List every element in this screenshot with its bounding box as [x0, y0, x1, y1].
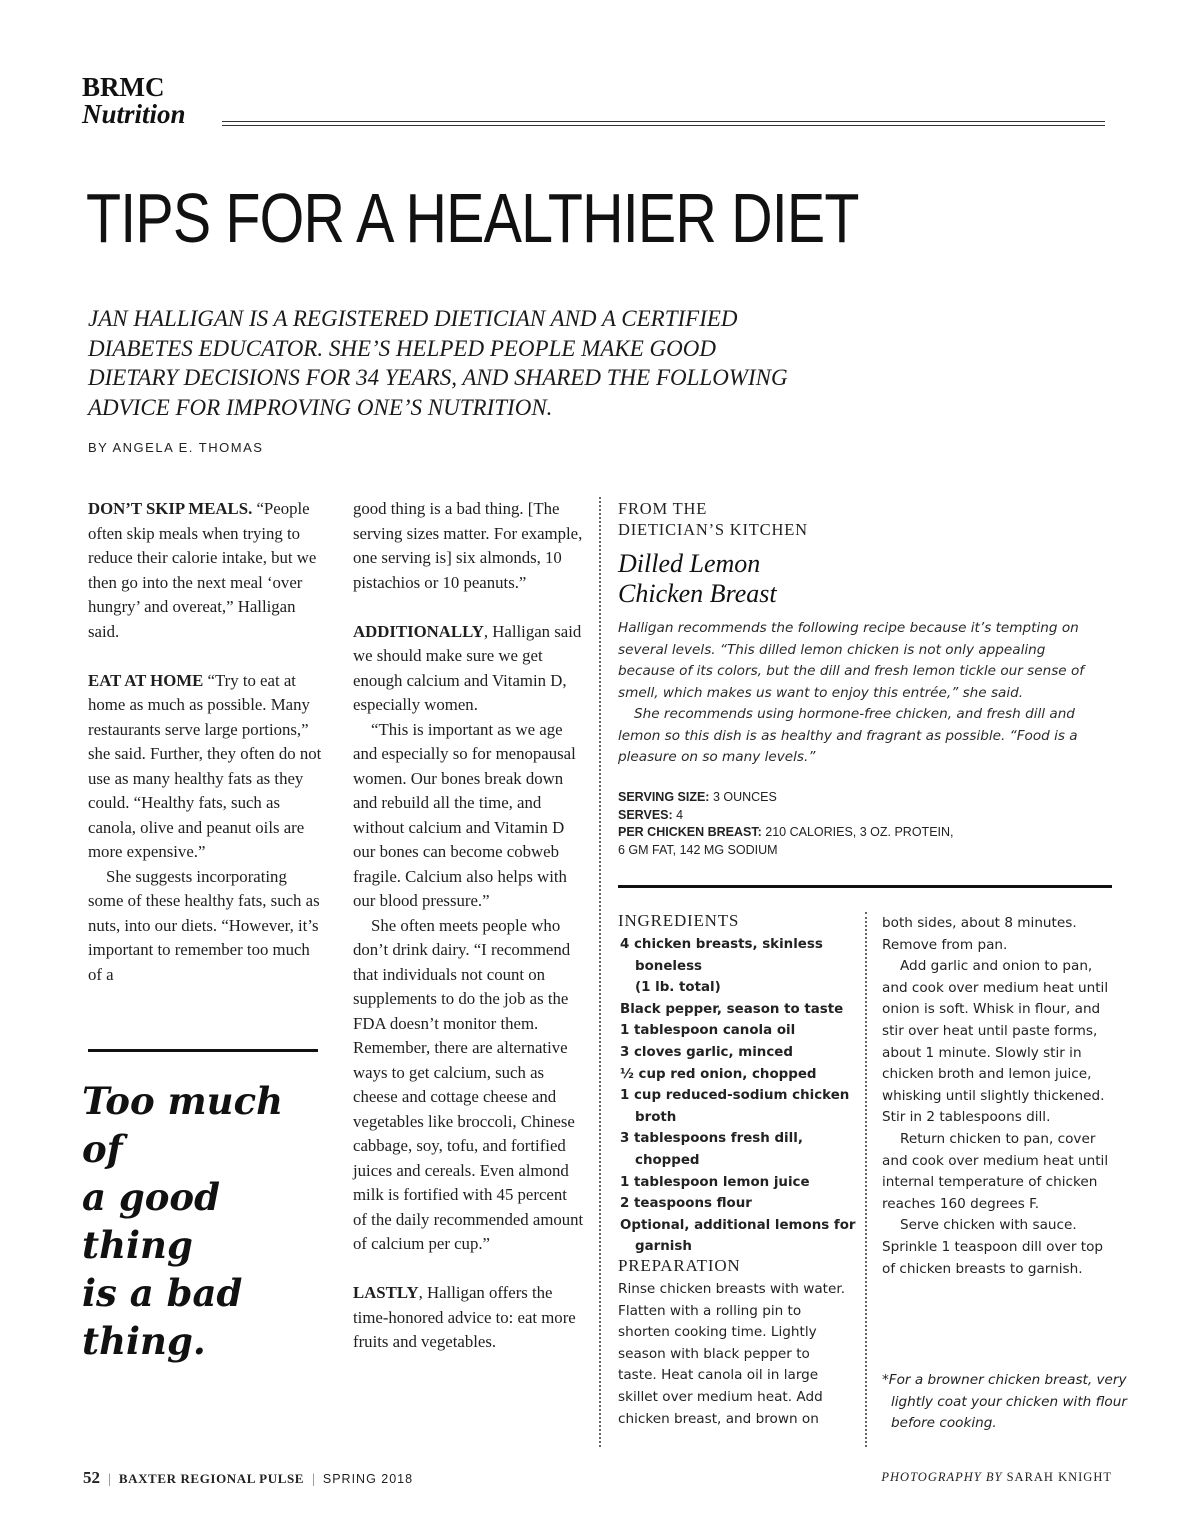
kicker-line: DIETICIAN’S KITCHEN: [618, 520, 808, 539]
page-number: 52: [83, 1468, 100, 1487]
body-column-1: [88, 497, 324, 987]
ingredient-item: 3 tablespoons fresh dill, chopped: [620, 1131, 803, 1168]
fact-row: 6 GM FAT, 142 MG SODIUM: [618, 842, 778, 857]
recipe-title-line: Chicken Breast: [618, 579, 777, 608]
nutrition-facts: [618, 789, 1098, 859]
column-divider: [865, 912, 867, 1447]
paragraph: She often meets people who don’t drink dairy. “I recommend that individuals not count on supplements to do the job as the FDA doesn’t monitor them. Remember, there are alternative ways to get calcium, such as cheese and cottage cheese and vegetables like broccoli, Chinese cabbage, soy, tofu, and fortified juices and cereals. Even almond milk is fortified with 45 percent of the daily recommended amount of calcium per cup.”: [353, 915, 584, 1253]
paragraph: good thing is a bad thing. [The serving sizes matter. For example, one serving is] six almonds, 10 pistachios or 10 peanuts.”: [353, 499, 583, 592]
section-label: BRMC: [82, 72, 165, 102]
pull-quote-line: is a bad: [82, 1271, 243, 1315]
fact-label: SERVES:: [618, 807, 673, 822]
ingredient-item: 3 cloves garlic, minced: [620, 1044, 793, 1060]
preparation-text: Rinse chicken breasts with water. Flatten with a rolling pin to shorten cooking time. Lightly season with black pepper to taste. Heat canola oil in large skillet over medium heat. Add chicken breast, and brown on: [618, 1281, 846, 1427]
ingredients-heading: INGREDIENTS: [618, 911, 740, 930]
preparation-text: Serve chicken with sauce. Sprinkle 1 teaspoon dill over top of chicken breasts to garnish.: [882, 1217, 1104, 1277]
ingredient-item: 1 tablespoon canola oil: [620, 1023, 796, 1039]
deck-line: ADVICE FOR IMPROVING ONE’S NUTRITION.: [88, 394, 553, 420]
fact-value: 210 CALORIES, 3 OZ. PROTEIN,: [765, 825, 954, 839]
fact-label: SERVING SIZE:: [618, 790, 710, 804]
ingredient-item: 2 teaspoons flour: [620, 1196, 752, 1212]
pull-quote-line: thing.: [82, 1319, 206, 1363]
credit-label: PHOTOGRAPHY BY: [881, 1470, 1003, 1484]
body-column-2: [353, 497, 585, 1355]
paragraph-text: “People often skip meals when trying to reduce their calorie intake, but we then go into the next meal ‘over hungry’ and overeat,” Halligan said.: [88, 499, 317, 641]
footer-separator: |: [312, 1472, 315, 1487]
ingredient-item: 4 chicken breasts, skinless boneless: [620, 937, 823, 974]
issue-label: SPRING 2018: [322, 1472, 414, 1486]
recipe-intro: [618, 618, 1096, 769]
fact-row: [618, 824, 1098, 842]
recipe-title-line: Dilled Lemon: [618, 549, 761, 578]
recipe-title: [618, 549, 777, 609]
preparation-text: Return chicken to pan, cover and cook over medium heat until internal temperature of chicken reaches 160 degrees F.: [882, 1130, 1109, 1212]
page-footer: [83, 1468, 413, 1488]
ingredient-item: ½ cup red onion, chopped: [620, 1066, 817, 1082]
paragraph-text: , Halligan offers the time-honored advice to: eat more fruits and vegetables.: [353, 1283, 576, 1351]
footer-separator: |: [108, 1472, 111, 1487]
deck-line: DIABETES EDUCATOR. SHE’S HELPED PEOPLE MAKE GOOD: [88, 335, 716, 361]
deck-line: DIETARY DECISIONS FOR 34 YEARS, AND SHARED THE FOLLOWING: [88, 365, 788, 390]
paragraph: [353, 620, 585, 718]
paragraph-text: “Try to eat at home as much as possible. Many restaurants serve large portions,” she said. Further, they often do not use as many healthy fats as they could. “Healthy fats, such as canola, olive and peanut oils are more expensive.”: [88, 670, 322, 861]
pull-quote: [82, 1077, 332, 1365]
paragraph: “This is important as we age and especially so for menopausal women. Our bones break down and rebuild all the time, and without calcium and Vitamin D our bones can become cobweb fragile. Calcium also helps with our blood pressure.”: [353, 719, 576, 910]
ingredient-item: (1 lb. total): [635, 980, 721, 996]
intro-paragraph: She recommends using hormone-free chicken, and fresh dill and lemon so this dish is as healthy and fragrant as possible. “Food is a pleasure on so many levels.”: [618, 706, 1078, 765]
paragraph: [88, 669, 324, 865]
byline: BY ANGELA E. THOMAS: [88, 440, 264, 455]
credit-name: SARAH KNIGHT: [1006, 1470, 1112, 1484]
preparation-heading: PREPARATION: [618, 1256, 741, 1275]
section-sublabel: Nutrition: [82, 99, 186, 129]
kicker-line: FROM THE: [618, 499, 708, 518]
lead-in: DON’T SKIP MEALS.: [88, 499, 253, 518]
header-rule: [222, 121, 1105, 126]
ingredient-item: 1 cup reduced-sodium chicken broth: [620, 1088, 850, 1125]
ingredient-item: Black pepper, season to taste: [620, 1001, 844, 1017]
preparation-text: Add garlic and onion to pan, and cook over medium heat until onion is soft. Whisk in flour, and stir over heat until paste forms, about 1 minute. Slowly stir in chicken broth and lemon juice, whisking until slightly thickened. Stir in 2 tablespoons dill.: [882, 958, 1109, 1126]
lead-in: LASTLY: [353, 1283, 419, 1302]
recipe-rule: [618, 885, 1112, 888]
preparation-step: [618, 1279, 848, 1430]
paragraph: She suggests incorporating some of these healthy fats, such as nuts, into our diets. “However, it’s important to remember too much of a: [88, 866, 320, 984]
preparation-text: both sides, about 8 minutes. Remove from pan.: [882, 915, 1077, 953]
fact-row: [618, 807, 1098, 825]
paragraph-text: , Halligan said we should make sure we get enough calcium and Vitamin D, especially women.: [353, 621, 582, 714]
pull-quote-rule: [88, 1049, 318, 1052]
pull-quote-line: a good thing: [82, 1175, 220, 1267]
fact-row: [618, 789, 1098, 807]
paragraph: [353, 1281, 585, 1355]
ingredient-item: Optional, additional lemons for garnish: [620, 1217, 856, 1255]
intro-paragraph: Halligan recommends the following recipe because it’s tempting on several levels. “This dilled lemon chicken is not only appealing because of its colors, but the dill and fresh lemon tickle our sense of smell, which makes us want to enjoy this entrée,” she said.: [618, 620, 1085, 701]
pull-quote-line: Too much of: [82, 1079, 284, 1171]
paragraph: [88, 497, 324, 644]
ingredients-list: [620, 934, 860, 1258]
deck-line: JAN HALLIGAN IS A REGISTERED DIETICIAN AND A CERTIFIED: [88, 306, 738, 331]
fact-value: 4: [676, 807, 684, 822]
ingredient-item: 1 tablespoon lemon juice: [620, 1174, 810, 1190]
publication-name: BAXTER REGIONAL PULSE: [118, 1471, 305, 1486]
cooking-tip: *For a browner chicken breast, very lightly coat your chicken with flour before cooking.: [882, 1372, 1127, 1432]
column-divider: [599, 497, 601, 1447]
lead-in: EAT AT HOME: [88, 670, 204, 690]
fact-value: 3 OUNCES: [712, 790, 777, 804]
article-deck: [88, 304, 888, 422]
preparation-continued: [882, 913, 1117, 1280]
recipe-kicker: [618, 498, 808, 540]
fact-label: PER CHICKEN BREAST:: [618, 825, 762, 839]
lead-in: ADDITIONALLY: [353, 621, 484, 641]
photo-credit: [881, 1470, 1112, 1485]
article-headline: TIPS FOR A HEALTHIER DIET: [86, 179, 859, 257]
